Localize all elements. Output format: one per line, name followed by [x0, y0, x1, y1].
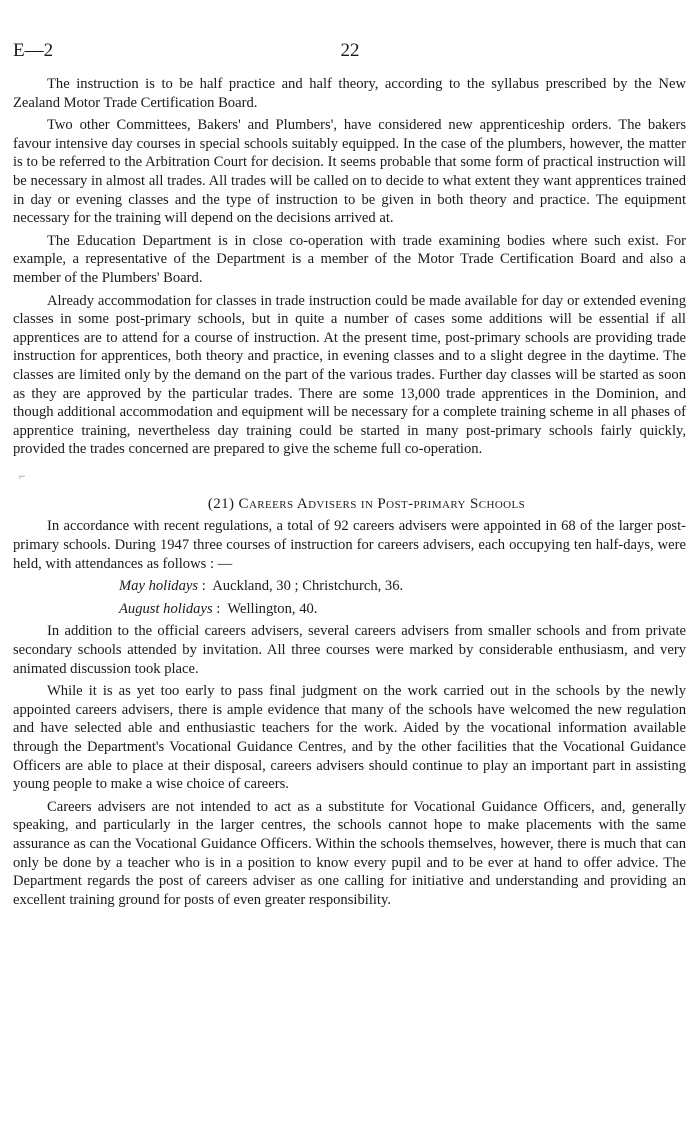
- paragraph: While it is as yet too early to pass final judgment on the work carried out in the schools by the newly appointed careers advisers, there is ample evidence that many of the schools have welcomed the new regulation and have selected able and enthusiastic teachers for the work. Aided by the vocational information available through the Department's Vocational Guidance Centres, and by the other facilities that the Vocational Guidance Officers are able to place at their disposal, careers advisers should continue to play an important part in assisting young people to make a wise choice of careers.: [13, 683, 686, 793]
- paragraph: The Education Department is in close co-operation with trade examining bodies where such exist. For example, a representative of the Department is a member of the Motor Trade Certification Board and also a member of the Plumbers' Board.: [13, 232, 686, 286]
- page-header: [0, 40, 700, 64]
- paragraph: Already accommodation for classes in trade instruction could be made available for day or extended evening classes in some post-primary schools, but in quite a number of cases some additions will be essential if all apprentices are to attend for a course of instruction. At the present time, post-primary schools are providing trade instruction for apprentices, both theory and practice, in evening classes and to a slight degree in the daytime. The classes are limited only by the demand on the part of the various trades. Further day classes will be started as soon as they are approved by the particular trades. There are some 13,000 trade apprentices in the Dominion, and though additional accommodation and equipment will be necessary for a complete training scheme in all phases of apprentice training, nevertheless day training could be started in many post-primary schools fairly quickly, provided the trades concerned are prepared to give the scheme full co-operation.: [13, 292, 686, 458]
- document-reference: E—2: [13, 40, 54, 61]
- paragraph: In addition to the official careers advisers, several careers advisers from smaller schools and from private secondary schools attended by invitation. All three courses were marked by considerable enthusiasm, and very animated discussion took place.: [13, 623, 686, 677]
- holiday-label: May holidays: [119, 578, 199, 595]
- paragraph: The instruction is to be half practice and half theory, according to the syllabus prescribed by the New Zealand Motor Trade Certification Board.: [13, 76, 686, 111]
- holiday-line: August holidays : Wellington, 40.: [119, 600, 318, 617]
- holiday-value: Wellington, 40.: [227, 600, 318, 617]
- paragraph: Careers advisers are not intended to act as a substitute for Vocational Guidance Officers, and, generally speaking, and particularly in the larger centres, the schools cannot hope to make placements with the same assurance as can the Vocational Guidance Officers. Within the schools themselves, however, there is much that can only be done by a teacher who is in a position to know every pupil and to be ever at hand to offer advice. The Department regards the post of careers adviser as one calling for initiative and understanding and providing an excellent training ground for posts of even greater responsibility.: [13, 798, 686, 908]
- page-body: [13, 75, 686, 913]
- holiday-label: August holidays: [119, 600, 213, 617]
- holiday-value: Auckland, 30 ; Christchurch, 36.: [212, 578, 404, 595]
- paragraph: In accordance with recent regulations, a total of 92 careers advisers were appointed in 68 of the larger post-primary schools. During 1947 three courses of instruction for careers advisers, each occupying ten half-days, were held, with attendances as follows : —: [13, 518, 686, 572]
- stray-mark: [13, 463, 686, 495]
- holiday-line: May holidays : Auckland, 30 ; Christchurch, 36.: [119, 578, 404, 595]
- paragraph: Two other Committees, Bakers' and Plumbers', have considered new apprenticeship orders. The bakers favour intensive day courses in special schools suitably equipped. In the case of the plumbers, however, the matter is to be referred to the Arbitration Court for decision. It seems probable that some form of practical instruction will be necessary in almost all trades. All trades will be called on to decide to what extent they want apprentices trained in day or evening classes and the type of instruction to be given in both theory and practice. The equipment necessary for the training will depend on the decisions arrived at.: [13, 117, 686, 227]
- section-heading: (21) Careers Advisers in Post-primary Schools: [207, 495, 526, 512]
- page-number: 22: [340, 40, 360, 61]
- stray-mark-glyph: ⌐: [19, 468, 26, 483]
